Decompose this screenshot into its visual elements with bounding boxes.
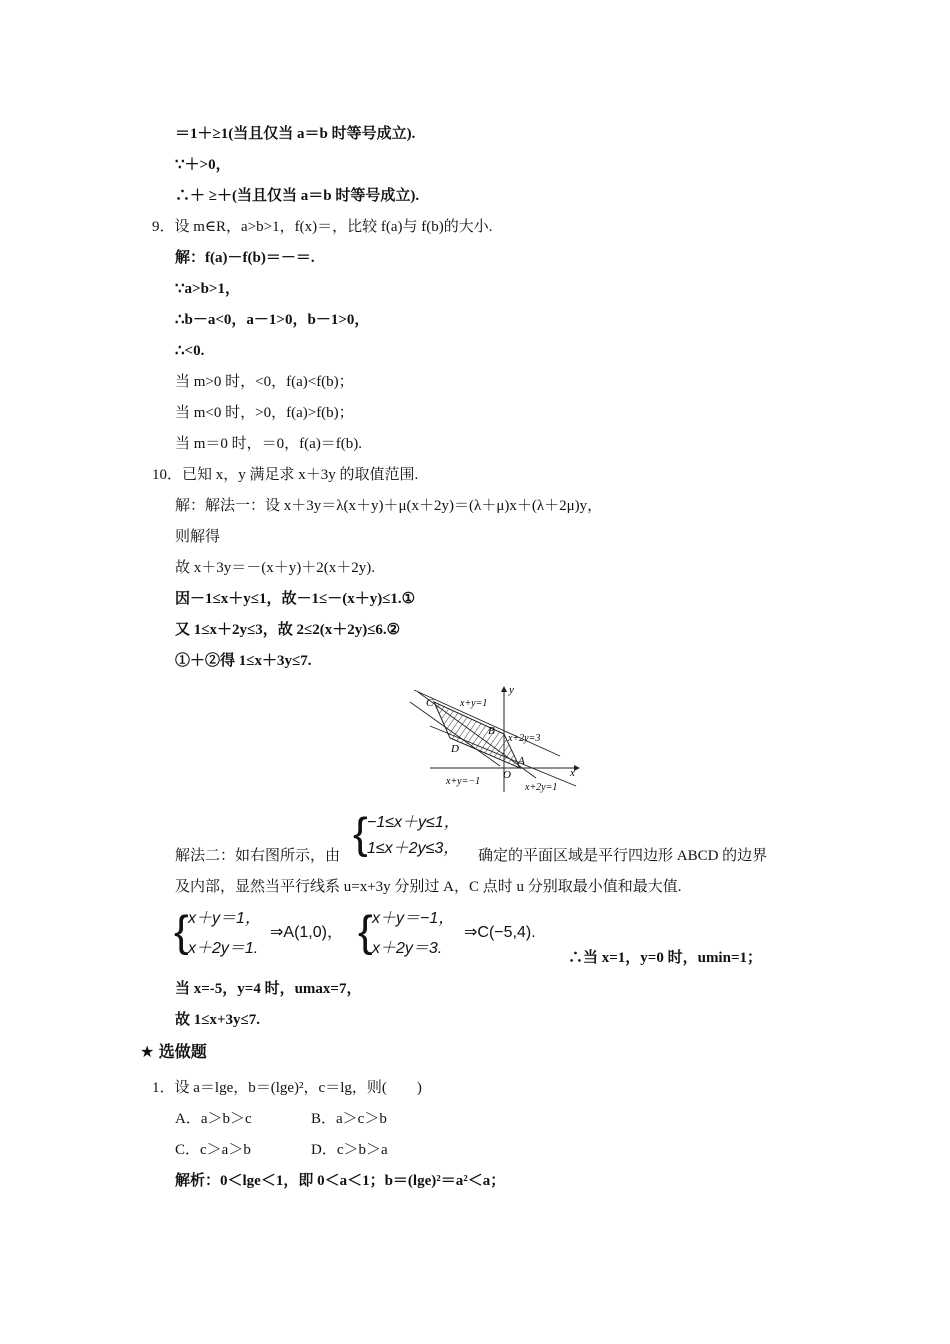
y-axis-arrow bbox=[501, 686, 507, 692]
choice-question-1: 1．设 a＝lge，b＝(lge)²，c＝lg，则( ) bbox=[152, 1080, 422, 1096]
solution-line: 确定的平面区域是平行四边形 ABCD 的边界 bbox=[478, 848, 768, 864]
analysis-line: 解析：0＜lge＜1，即 0＜a＜1；b＝(lge)²＝a²＜a； bbox=[175, 1173, 506, 1189]
solution-line: ∴b－a<0，a－1>0，b－1>0， bbox=[175, 312, 370, 328]
solution-line: 解：f(a)－f(b)＝－＝. bbox=[175, 250, 315, 266]
solution-line: 故 x＋3y＝－(x＋y)＋2(x＋2y). bbox=[175, 560, 375, 576]
solution-line: 解法二：如右图所示，由 bbox=[175, 848, 341, 864]
equation-system-a bbox=[174, 904, 374, 964]
solution-line: ∴当 x=1，y=0 时，umin=1； bbox=[568, 950, 762, 966]
option-d: D．c＞b＞a bbox=[311, 1142, 388, 1158]
solution-line: 因－1≤x＋y≤1，故－1≤－(x＋y)≤1.① bbox=[175, 591, 416, 607]
left-brace: { bbox=[358, 907, 373, 956]
line-label: x+y=−1 bbox=[446, 776, 481, 787]
solution-line: 又 1≤x＋2y≤3，故 2≤2(x＋2y)≤6.② bbox=[175, 622, 401, 638]
option-b: B．a＞c＞b bbox=[311, 1111, 387, 1127]
point-c-label: C bbox=[426, 697, 434, 709]
solution-line: 故 1≤x+3y≤7. bbox=[175, 1012, 261, 1028]
solution-line: 当 m>0 时，<0，f(a)<f(b)； bbox=[175, 374, 354, 390]
left-brace: { bbox=[353, 809, 368, 858]
left-brace: { bbox=[174, 907, 189, 956]
x-axis-label: x bbox=[570, 767, 575, 779]
solution-line: 解：解法一：设 x＋3y＝λ(x＋y)＋μ(x＋2y)＝(λ＋μ)x＋(λ＋2μ)y， bbox=[175, 498, 603, 514]
section-heading: ★ 选做题 bbox=[140, 1044, 207, 1061]
point-b-label: B bbox=[488, 725, 495, 737]
system-result: ⇒C(−5,4). bbox=[464, 924, 536, 941]
problem-9-statement: 9．设 m∈R，a>b>1，f(x)＝，比较 f(a)与 f(b)的大小. bbox=[152, 219, 493, 235]
problem-10-statement: 10．已知 x，y 满足求 x＋3y 的取值范围. bbox=[152, 467, 419, 483]
solution-line: 及内部，显然当平行线系 u=x+3y 分别过 A，C 点时 u 分别取最小值和最大值. bbox=[175, 879, 682, 895]
solution-line: 则解得 bbox=[175, 529, 221, 545]
system-row: x＋y＝−1， bbox=[372, 910, 455, 927]
solution-line: ①＋②得 1≤x＋3y≤7. bbox=[175, 653, 312, 669]
text-line: ∵＋>0， bbox=[175, 157, 231, 173]
x-axis-arrow bbox=[574, 765, 580, 771]
option-c: C．c＞a＞b bbox=[175, 1142, 251, 1158]
text-line: ∴＋ ≥＋(当且仅当 a＝b 时等号成立). bbox=[175, 188, 420, 204]
point-d-label: D bbox=[451, 743, 459, 755]
solution-line: 当 m<0 时，>0，f(a)>f(b)； bbox=[175, 405, 354, 421]
system-row: −1≤x＋y≤1， bbox=[367, 814, 460, 831]
solution-line: 当 m＝0 时，＝0，f(a)＝f(b). bbox=[175, 436, 363, 452]
system-row: x＋2y＝1. bbox=[188, 940, 259, 957]
system-row: x＋y＝1， bbox=[188, 910, 261, 927]
system-result: ⇒A(1,0)， bbox=[270, 924, 343, 941]
solution-line: ∴<0. bbox=[175, 343, 205, 359]
point-a-label: A bbox=[518, 755, 525, 767]
solution-line: 当 x=-5，y=4 时，umax=7， bbox=[175, 981, 362, 997]
origin-label: O bbox=[503, 769, 511, 781]
system-row: 1≤x＋2y≤3， bbox=[367, 840, 460, 857]
equation-system-c bbox=[358, 904, 578, 964]
option-a: A．a＞b＞c bbox=[175, 1111, 252, 1127]
text-line: ＝1＋≥1(当且仅当 a＝b 时等号成立). bbox=[175, 126, 416, 142]
solution-line: ∵a>b>1， bbox=[175, 281, 240, 297]
region-diagram bbox=[400, 682, 585, 794]
line-label: x+2y=3 bbox=[508, 733, 541, 744]
line-label: x+y=1 bbox=[460, 698, 488, 709]
inequality-system bbox=[353, 808, 473, 864]
line-label: x+2y=1 bbox=[525, 782, 558, 793]
y-axis-label: y bbox=[509, 684, 514, 696]
system-row: x＋2y＝3. bbox=[372, 940, 443, 957]
